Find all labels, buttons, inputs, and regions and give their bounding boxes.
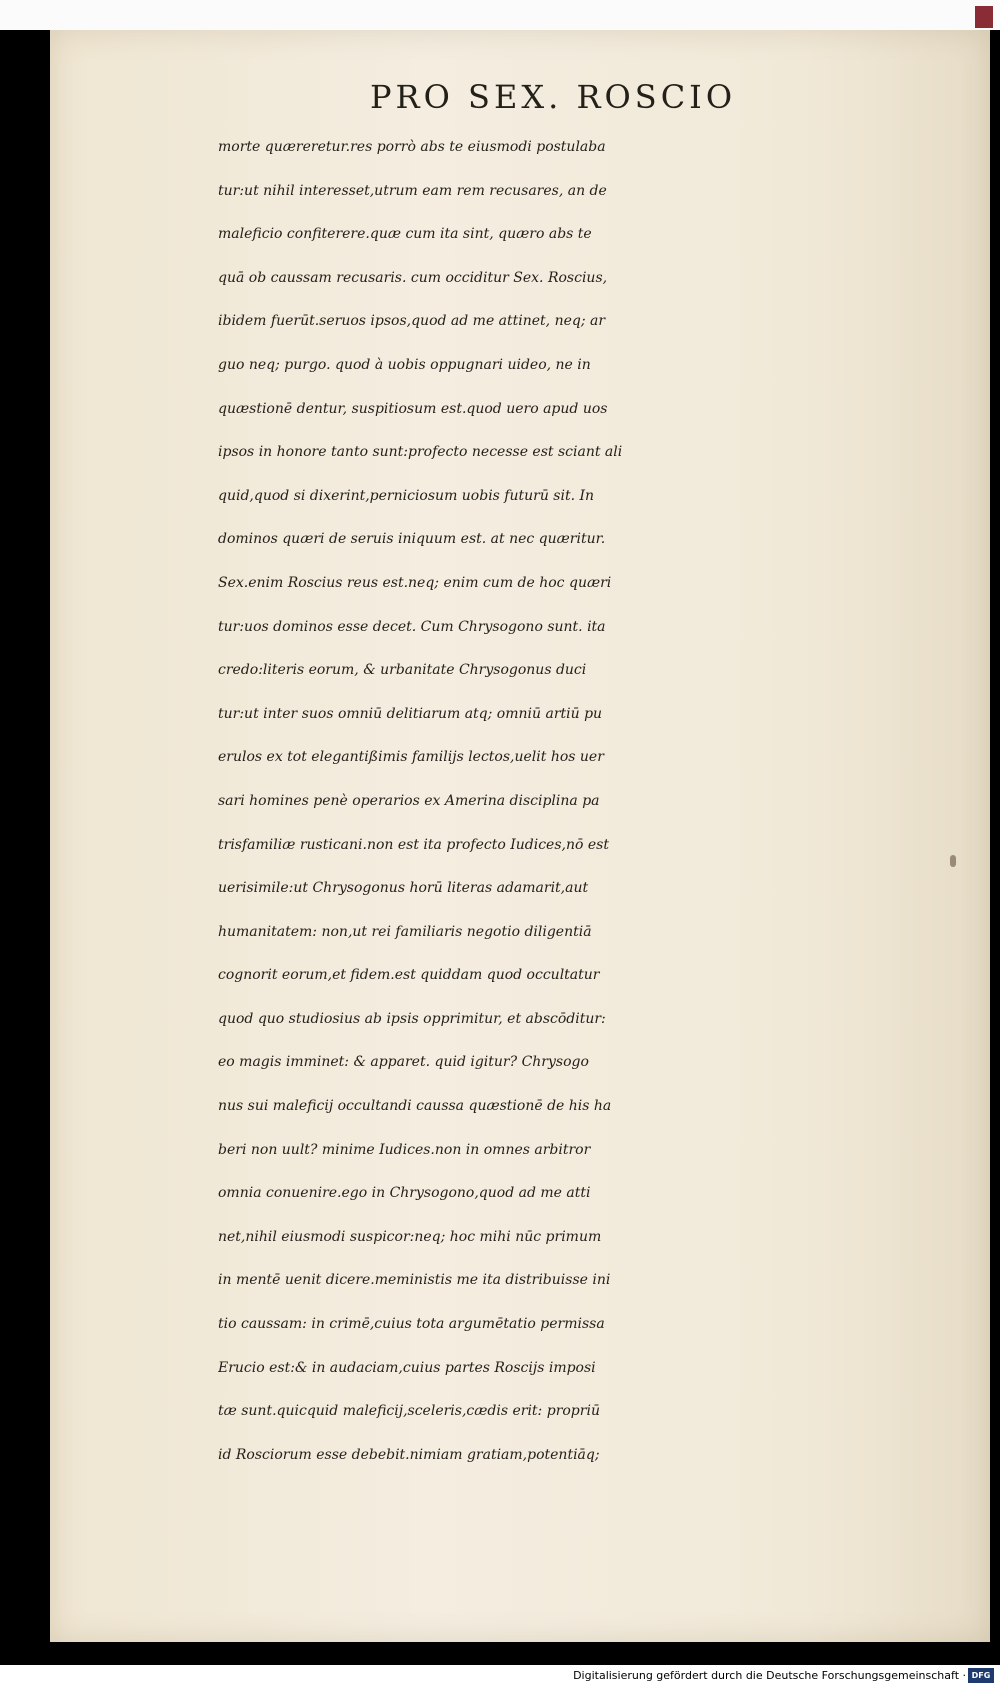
text-line: guo neq; purgo. quod à uobis oppugnari uideo, ne in [218, 356, 591, 373]
text-line: nus sui maleficij occultandi caussa quæstionē de his ha [218, 1098, 612, 1115]
text-line: uerisimile:ut Chrysogonus horū literas adamarit,aut [218, 880, 589, 897]
text-line: credo:literis eorum, & urbanitate Chrysogonus duci [218, 662, 587, 679]
text-line: quæstionē dentur, suspitiosum est.quod uero apud uos [218, 400, 608, 417]
text-line: trisfamiliæ rusticani.non est ita profecto Iudices,nō est [218, 836, 609, 853]
text-line: omnia conuenire.ego in Chrysogono,quod ad me atti [218, 1185, 591, 1202]
text-line: tur:ut inter suos omniū delitiarum atq; omniū artiū pu [218, 705, 603, 722]
text-line: maleficio confiterere.quæ cum ita sint, quæro abs te [218, 226, 592, 243]
text-line: quod quo studiosius ab ipsis opprimitur, et abscōditur: [218, 1010, 606, 1027]
text-line: morte quæreretur.res porrò abs te eiusmodi postulaba [218, 139, 606, 155]
text-line: erulos ex tot elegantißimis familijs lectos,uelit hos uer [218, 749, 604, 766]
text-line: tio caussam: in crimē,cuius tota argumētatio permissa [218, 1316, 605, 1333]
text-line: id Rosciorum esse debebit.nimiam gratiam,potentiāq; [218, 1446, 600, 1463]
text-line: ibidem fuerūt.seruos ipsos,quod ad me attinet, neq; ar [218, 313, 606, 330]
text-line: quā ob caussam recusaris. cum occiditur Sex. Roscius, [218, 269, 608, 286]
text-line: eo magis imminet: & apparet. quid igitur? Chrysogo [218, 1054, 589, 1071]
scan-top-edge [0, 0, 1000, 30]
text-line: beri non uult? minime Iudices.non in omnes arbitror [218, 1141, 591, 1158]
page-tab-marker [975, 6, 993, 28]
text-line: ipsos in honore tanto sunt:profecto necesse est sciant ali [218, 444, 623, 461]
text-line: sari homines penè operarios ex Amerina disciplina pa [218, 792, 600, 809]
text-line: tæ sunt.quicquid maleficij,sceleris,cædis erit: propriū [218, 1403, 600, 1420]
text-line: dominos quæri de seruis iniquum est. at nec quæritur. [218, 531, 606, 548]
text-line: cognorit eorum,et fidem.est quiddam quod occultatur [218, 967, 600, 984]
text-line: net,nihil eiusmodi suspicor:neq; hoc mihi nūc primum [218, 1228, 602, 1245]
running-head: PRO SEX. ROSCIO [370, 78, 737, 116]
text-line: in mentē uenit dicere.meministis me ita distribuisse ini [218, 1272, 611, 1289]
text-line: tur:uos dominos esse decet. Cum Chrysogono sunt. ita [218, 618, 606, 635]
text-line: tur:ut nihil interesset,utrum eam rem recusares, an de [218, 182, 607, 199]
text-line: Sex.enim Roscius reus est.neq; enim cum de hoc quæri [218, 574, 612, 591]
text-line: quid,quod si dixerint,perniciosum uobis futurū sit. In [218, 487, 595, 504]
margin-ink-mark [950, 855, 956, 867]
dfg-logo: DFG [968, 1668, 994, 1683]
funding-credit: Digitalisierung gefördert durch die Deutsche Forschungsgemeinschaft · [573, 1669, 966, 1682]
text-line: humanitatem: non,ut rei familiaris negotio diligentiā [218, 923, 592, 940]
body-text [218, 126, 938, 1477]
text-line: Erucio est:& in audaciam,cuius partes Roscijs imposi [218, 1359, 596, 1376]
